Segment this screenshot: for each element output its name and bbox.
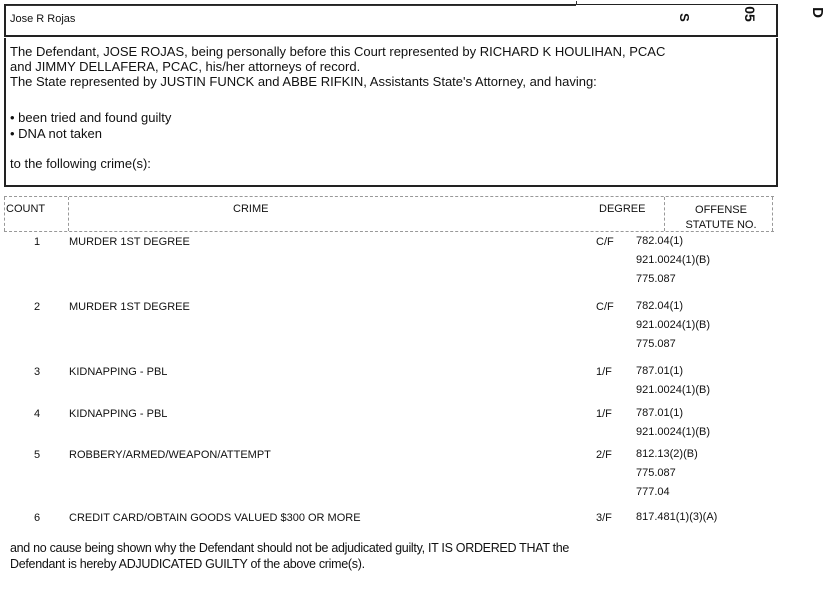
row-crime: ROBBERY/ARMED/WEAPON/ATTEMPT xyxy=(69,449,271,461)
table-header xyxy=(4,196,774,232)
header-crime: CRIME xyxy=(233,203,269,215)
row-count: 6 xyxy=(33,512,41,524)
intro-line: and JIMMY DELLAFERA, PCAC, his/her attorneys of record. xyxy=(10,59,361,74)
row-crime: KIDNAPPING - PBL xyxy=(69,408,168,420)
header-statute: OFFENSE STATUTE NO. xyxy=(685,204,757,231)
header-degree: DEGREE xyxy=(599,203,646,215)
row-statutes: 782.04(1) 921.0024(1)(B) 775.087 xyxy=(636,235,710,285)
row-degree: 1/F xyxy=(596,408,612,420)
row-statutes: 817.481(1)(3)(A) xyxy=(636,511,718,523)
intro-line: The Defendant, JOSE ROJAS, being personally before this Court represented by RICHARD K HOULIHAN, PCAC xyxy=(10,44,666,59)
header-count: COUNT xyxy=(6,203,46,215)
row-crime: MURDER 1ST DEGREE xyxy=(69,301,190,313)
row-count: 5 xyxy=(33,449,41,461)
row-count: 3 xyxy=(33,366,41,378)
row-statutes: 812.13(2)(B) 775.087 777.04 xyxy=(636,448,698,498)
row-degree: 3/F xyxy=(596,512,612,524)
column-divider xyxy=(664,197,665,231)
form-rule xyxy=(576,1,777,5)
row-count: 1 xyxy=(33,236,41,248)
row-degree: C/F xyxy=(596,301,614,313)
column-divider xyxy=(4,197,5,231)
form-rule xyxy=(6,1,576,6)
row-degree: 1/F xyxy=(596,366,612,378)
intro-line: The State represented by JUSTIN FUNCK and ABBE RIFKIN, Assistants State's Attorney, and having: xyxy=(10,74,597,89)
margin-mark: 05 xyxy=(741,6,758,22)
row-statutes: 787.01(1) 921.0024(1)(B) xyxy=(636,407,710,438)
defendant-name: Jose R Rojas xyxy=(10,13,76,25)
margin-mark: D xyxy=(808,7,826,18)
row-crime: CREDIT CARD/OBTAIN GOODS VALUED $300 OR MORE xyxy=(69,512,361,524)
row-crime: MURDER 1ST DEGREE xyxy=(69,236,190,248)
margin-mark: S xyxy=(676,13,692,22)
column-divider xyxy=(68,197,69,231)
finding-bullet: • DNA not taken xyxy=(10,126,102,141)
row-statutes: 782.04(1) 921.0024(1)(B) 775.087 xyxy=(636,300,710,350)
row-degree: C/F xyxy=(596,236,614,248)
row-count: 2 xyxy=(33,301,41,313)
finding-bullet: • been tried and found guilty xyxy=(10,110,172,125)
column-divider xyxy=(772,197,773,231)
defendant-name-box xyxy=(4,4,778,37)
adjudication-paragraph: and no cause being shown why the Defendant should not be adjudicated guilty, IT IS ORDERED THAT the Defendant is hereby ADJUDICATED GUILTY of the above crime(s). xyxy=(10,541,570,571)
row-statutes: 787.01(1) 921.0024(1)(B) xyxy=(636,365,710,396)
row-count: 4 xyxy=(33,408,41,420)
row-degree: 2/F xyxy=(596,449,612,461)
row-crime: KIDNAPPING - PBL xyxy=(69,366,168,378)
intro-tail: to the following crime(s): xyxy=(10,156,151,171)
